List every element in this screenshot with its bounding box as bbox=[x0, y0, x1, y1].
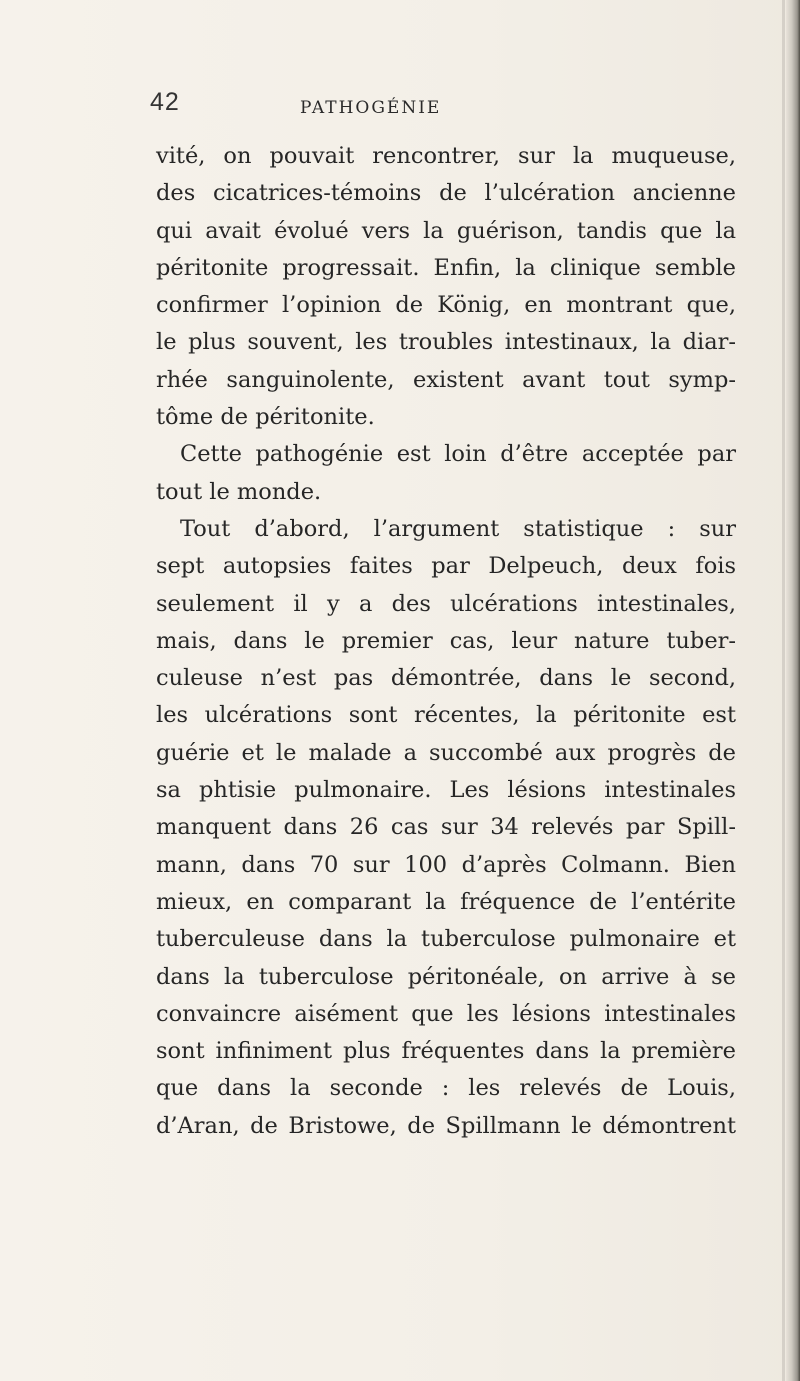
text-line: Tout d’abord, l’argument statistique : sur bbox=[180, 515, 736, 542]
text-line: sont infiniment plus fréquentes dans la première bbox=[156, 1038, 736, 1065]
text-line: culeuse n’est pas démontrée, dans le second, bbox=[156, 665, 736, 692]
text-line: vité, on pouvait rencontrer, sur la muqueuse, bbox=[156, 143, 736, 169]
text-line: tôme de péritonite. bbox=[156, 404, 375, 431]
text-line: Cette pathogénie est loin d’être acceptée par bbox=[180, 441, 736, 468]
page-header bbox=[150, 88, 750, 128]
text-line: le plus souvent, les troubles intestinaux, la diar- bbox=[156, 329, 736, 356]
text-line: mann, dans 70 sur 100 d’après Colmann. Bien bbox=[156, 851, 736, 878]
text-line: tout le monde. bbox=[156, 478, 322, 505]
text-line: dans la tuberculose péritonéale, on arrive à se bbox=[156, 963, 736, 990]
page-gutter-line bbox=[782, 0, 785, 1381]
text-line: seulement il y a des ulcérations intestinales, bbox=[156, 590, 736, 617]
text-line: les ulcérations sont récentes, la péritonite est bbox=[156, 702, 736, 729]
text-line: confirmer l’opinion de König, en montrant que, bbox=[156, 292, 736, 319]
text-line: manquent dans 26 cas sur 34 relevés par Spill- bbox=[156, 814, 736, 841]
text-line: sept autopsies faites par Delpeuch, deux fois bbox=[156, 553, 736, 580]
text-line: d’Aran, de Bristowe, de Spillmann le démontrent bbox=[156, 1112, 736, 1139]
text-line: mais, dans le premier cas, leur nature tuber- bbox=[156, 627, 736, 654]
running-head: PATHOGÉNIE bbox=[300, 98, 442, 118]
text-line: tuberculeuse dans la tuberculose pulmonaire et bbox=[156, 926, 736, 953]
text-line: des cicatrices-témoins de l’ulcération ancienne bbox=[156, 180, 736, 207]
page-number: 42 bbox=[150, 88, 180, 116]
text-line: guérie et le malade a succombé aux progrès de bbox=[156, 739, 736, 766]
text-line: qui avait évolué vers la guérison, tandis que la bbox=[156, 217, 736, 244]
text-line: sa phtisie pulmonaire. Les lésions intestinales bbox=[156, 777, 736, 804]
text-line: rhée sanguinolente, existent avant tout symp- bbox=[156, 366, 736, 393]
text-line: convaincre aisément que les lésions intestinales bbox=[156, 1000, 736, 1027]
text-line: péritonite progressait. Enfin, la clinique semble bbox=[156, 254, 736, 281]
text-line: que dans la seconde : les relevés de Louis, bbox=[156, 1075, 736, 1102]
body-text bbox=[156, 138, 736, 1145]
page-gutter-shadow bbox=[786, 0, 800, 1381]
text-line: mieux, en comparant la fréquence de l’entérite bbox=[156, 888, 736, 915]
